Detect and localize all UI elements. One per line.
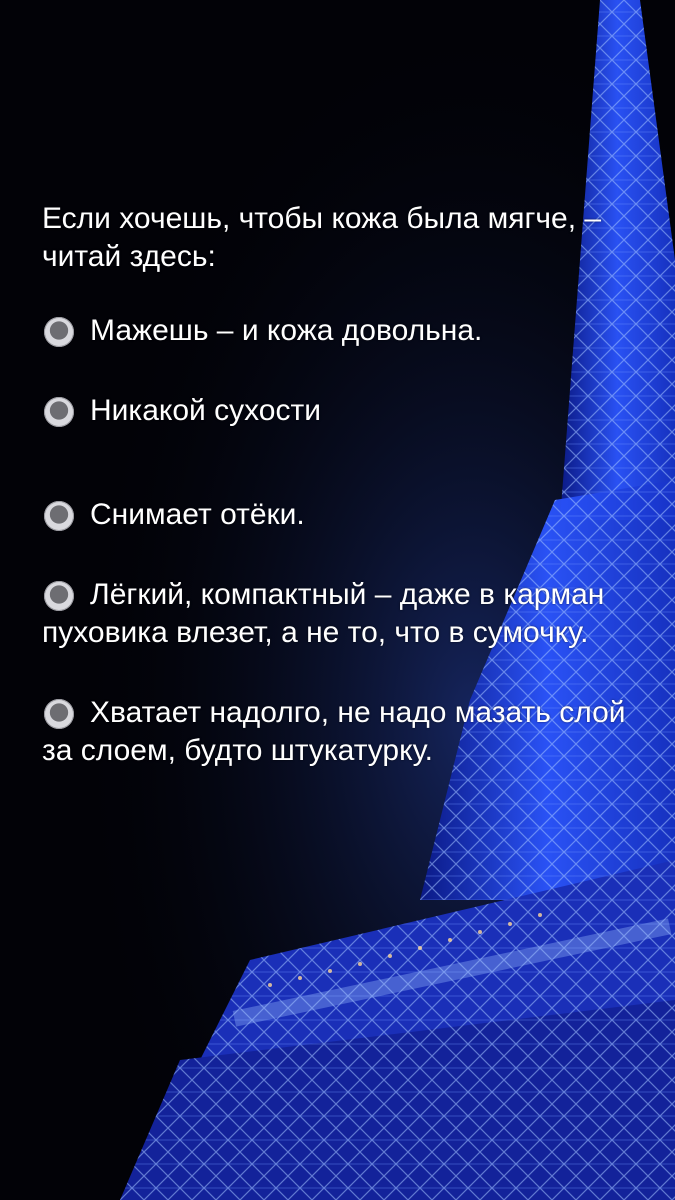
radio-button-icon bbox=[44, 699, 74, 729]
list-item bbox=[42, 392, 642, 430]
intro-text: Если хочешь, чтобы кожа была мягче, – читай здесь: bbox=[42, 202, 602, 273]
list-item-text: Хватает надолго, не надо мазать слой за слоем, будто штукатурку. bbox=[42, 696, 626, 767]
radio-button-icon bbox=[44, 581, 74, 611]
list-item bbox=[42, 576, 642, 652]
list-item bbox=[42, 496, 642, 534]
list-item bbox=[42, 694, 642, 770]
text-content bbox=[42, 200, 642, 770]
radio-button-icon bbox=[44, 501, 74, 531]
radio-button-icon bbox=[44, 397, 74, 427]
list-item-text: Снимает отёки. bbox=[90, 498, 305, 531]
radio-button-icon bbox=[44, 317, 74, 347]
list-item-text: Мажешь – и кожа довольна. bbox=[90, 314, 483, 347]
list-item bbox=[42, 312, 642, 350]
list-item-text: Никакой сухости bbox=[90, 394, 321, 427]
list-item-text: Лёгкий, компактный – даже в карман пуховика влезет, а не то, что в сумочку. bbox=[42, 578, 605, 649]
